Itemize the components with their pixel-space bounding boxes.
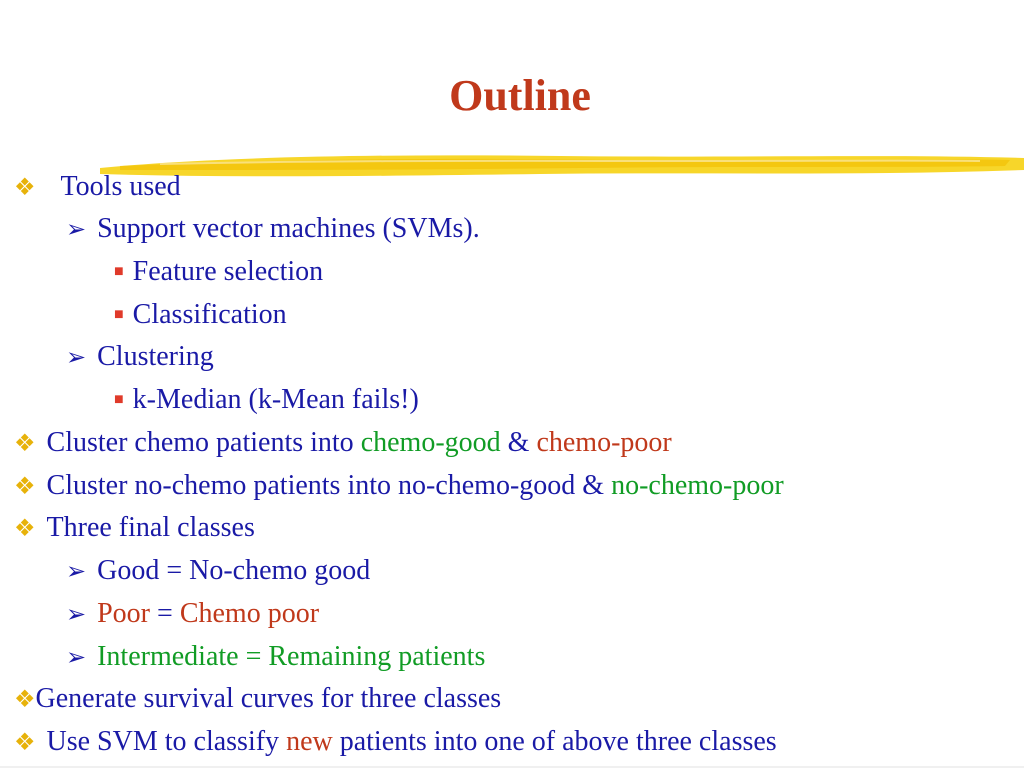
bullet-good-class xyxy=(66,554,370,589)
arrow-bullet-icon: ➢ xyxy=(66,645,87,671)
bullet-poor-class xyxy=(66,597,319,632)
bullet-text: Tools used xyxy=(60,171,181,202)
square-bullet-icon: ■ xyxy=(114,263,124,280)
bullet-cluster-no-chemo xyxy=(14,469,784,504)
diamond-bullet-icon: ❖ xyxy=(14,687,36,713)
bullet-three-final-classes xyxy=(14,511,255,546)
bullet-text: Support vector machines (SVMs). xyxy=(97,213,480,244)
bullet-survival-curves xyxy=(14,682,501,717)
diamond-bullet-icon: ❖ xyxy=(14,474,36,500)
bullet-text: Intermediate = Remaining patients xyxy=(97,641,486,672)
square-bullet-icon: ■ xyxy=(114,306,124,323)
bullet-text: Classification xyxy=(132,299,287,330)
bullet-text: Feature selection xyxy=(132,256,324,287)
diamond-bullet-icon: ❖ xyxy=(14,516,36,542)
bullet-text: k-Median (k-Mean fails!) xyxy=(132,384,419,415)
poor-term: Poor xyxy=(97,598,151,629)
equals: = xyxy=(150,598,180,629)
bullet-text: Clustering xyxy=(97,341,214,372)
bullet-text-rest: patients into one of above three classes xyxy=(332,726,777,757)
no-chemo-poor-term: no-chemo-poor xyxy=(611,470,784,501)
yellow-underline-swoosh xyxy=(100,146,1024,186)
bullet-tools-used xyxy=(14,170,181,205)
bullet-text: Cluster chemo patients into xyxy=(46,427,361,458)
slide-title: Outline xyxy=(449,71,591,120)
diamond-bullet-icon: ❖ xyxy=(14,431,36,457)
chemo-good-term: chemo-good xyxy=(360,427,501,458)
bullet-text: Generate survival curves for three classes xyxy=(35,683,502,714)
bullet-text: Good = No-chemo good xyxy=(97,555,371,586)
bullet-use-svm xyxy=(14,725,777,760)
diamond-bullet-icon: ❖ xyxy=(14,730,36,756)
bullet-svms xyxy=(66,212,480,247)
bullet-text: Cluster no-chemo patients into no-chemo-good & xyxy=(46,470,612,501)
bullet-k-median xyxy=(114,383,419,417)
arrow-bullet-icon: ➢ xyxy=(66,345,87,371)
square-bullet-icon: ■ xyxy=(114,391,124,408)
ampersand: & xyxy=(500,427,537,458)
bullet-intermediate-class xyxy=(66,640,485,675)
chemo-poor-term: chemo-poor xyxy=(536,427,672,458)
bullet-text: Three final classes xyxy=(46,512,255,543)
bullet-cluster-chemo xyxy=(14,426,672,461)
chemo-poor-term: Chemo poor xyxy=(179,598,320,629)
bullet-classification xyxy=(114,298,287,332)
bullet-clustering xyxy=(66,340,214,375)
bullet-text: Use SVM to classify xyxy=(46,726,287,757)
arrow-bullet-icon: ➢ xyxy=(66,602,87,628)
arrow-bullet-icon: ➢ xyxy=(66,217,87,243)
arrow-bullet-icon: ➢ xyxy=(66,559,87,585)
new-term: new xyxy=(286,726,333,757)
diamond-bullet-icon: ❖ xyxy=(14,175,36,201)
bullet-feature-selection xyxy=(114,255,323,289)
